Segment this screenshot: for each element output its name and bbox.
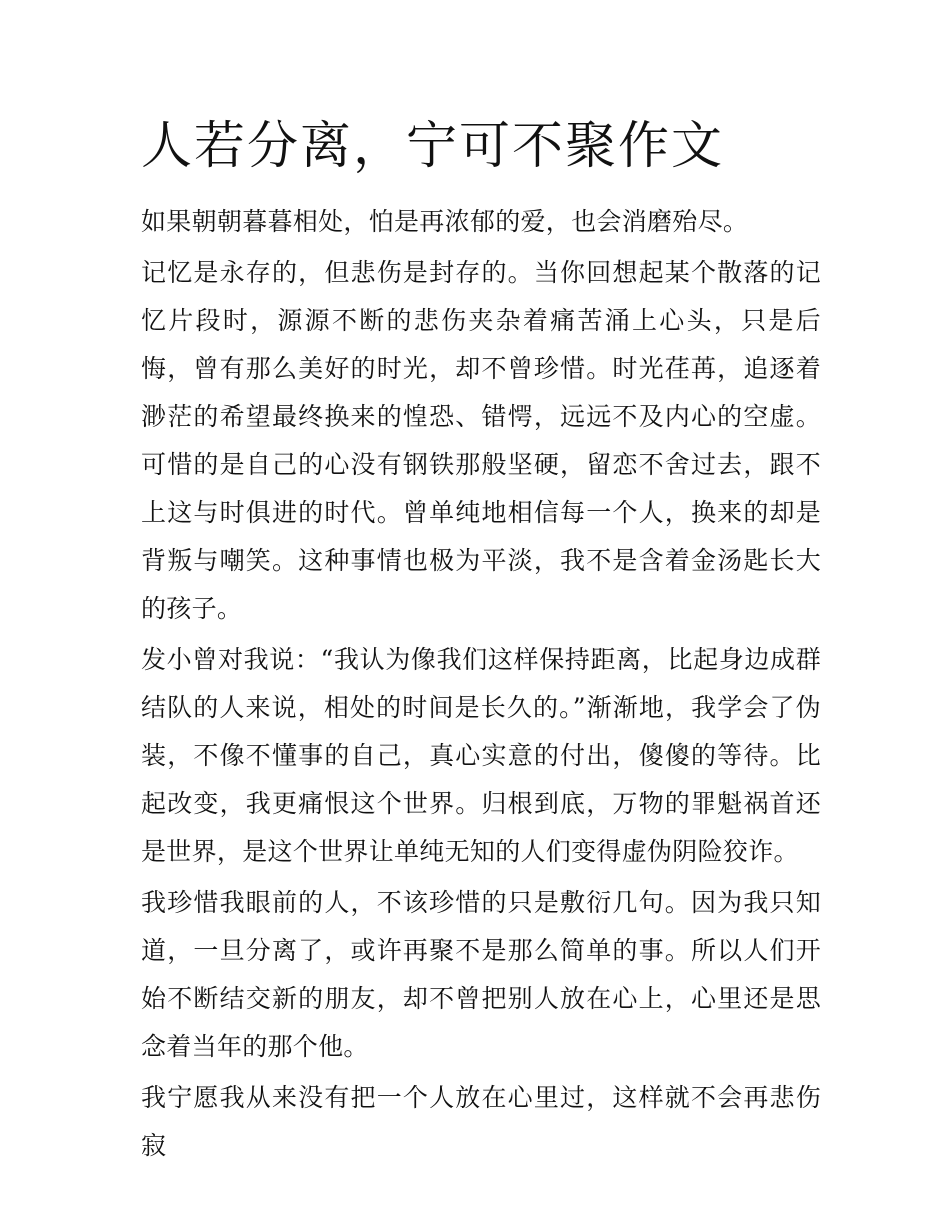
paragraph-2: 记忆是永存的，但悲伤是封存的。当你回想起某个散落的记忆片段时，源源不断的悲伤夹杂着痛苦涌上心头，只是后悔，曾有那么美好的时光，却不曾珍惜。时光荏苒，追逐着渺茫的希望最终换来的惶恐、错愕，远远不及内心的空虚。可惜的是自己的心没有钢铁那般坚硬，留恋不舍过去，跟不上这与时俱进的时代。曾单纯地相信每一个人，换来的却是背叛与嘲笑。这种事情也极为平淡，我不是含着金汤匙长大的孩子。 xyxy=(141,258,821,623)
paragraph-1: 如果朝朝暮暮相处，怕是再浓郁的爱，也会消磨殆尽。 xyxy=(141,207,749,236)
paragraph-5: 我宁愿我从来没有把一个人放在心里过，这样就不会再悲伤寂 xyxy=(141,1083,821,1160)
essay-body xyxy=(141,198,821,1170)
page-title: 人若分离，宁可不聚作文 xyxy=(141,117,725,176)
paragraph-3: 发小曾对我说：“我认为像我们这样保持距离，比起身边成群结队的人来说，相处的时间是长久的。”渐渐地，我学会了伪装，不像不懂事的自己，真心实意的付出，傻傻的等待。比起改变，我更痛恨这个世界。归根到底，万物的罪魁祸首还是世界，是这个世界让单纯无知的人们变得虚伪阴险狡诈。 xyxy=(141,645,821,866)
paragraph-4: 我珍惜我眼前的人，不该珍惜的只是敷衍几句。因为我只知道，一旦分离了，或许再聚不是那么简单的事。所以人们开始不断结交新的朋友，却不曾把别人放在心上，心里还是思念着当年的那个他。 xyxy=(141,888,821,1061)
